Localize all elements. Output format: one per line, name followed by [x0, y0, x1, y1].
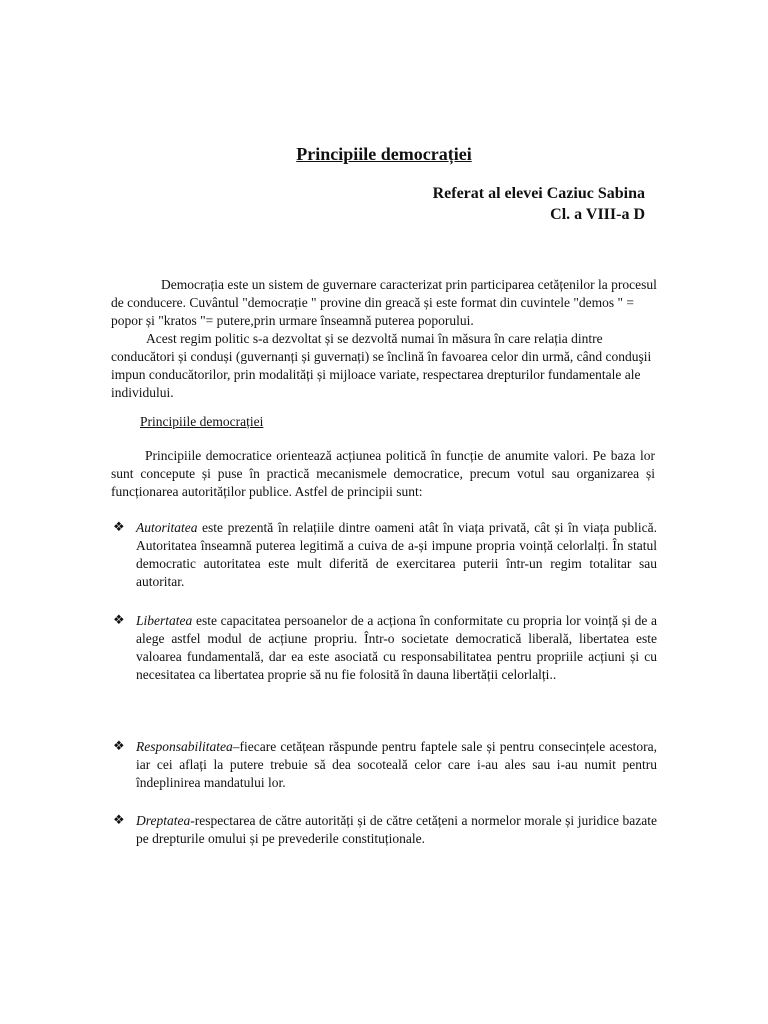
section-paragraph: Principiile democratice orientează acțiunea politică în funcție de anumite valori. Pe baza lor sunt concepute și puse în practică mecanismele democratice, precum votul sau organizarea și funcționarea autorităților publice. Astfel de principii sunt: [111, 448, 655, 499]
document-title: Principiile democrației [296, 144, 472, 164]
principle-item-autoritatea [113, 519, 657, 591]
principle-term: Autoritatea [136, 520, 198, 535]
class-line: Cl. a VIII-a D [550, 206, 645, 223]
principle-term: Libertatea [136, 613, 193, 628]
principle-item-dreptatea [113, 812, 657, 848]
bullet-icon: ❖ [113, 813, 125, 828]
intro-section [111, 276, 658, 402]
principle-item-responsabilitatea [113, 738, 657, 792]
principle-text: -respectarea de către autorități și de către cetățeni a normelor morale și juridice bazate pe drepturile omului și pe prevederile constituționale. [136, 813, 657, 846]
principle-term: Responsabilitatea [136, 739, 233, 754]
intro-paragraph-2: Acest regim politic s-a dezvoltat și se dezvoltă numai în măsura în care relația dintre conducători și conduși (guvernanți și guvernați) se înclină în favoarea celor din urmă, când conduşii impun conducătorilor, prin modalități și mijloace variate, respectarea drepturilor fundamentale ale individului. [111, 331, 652, 400]
principle-term: Dreptatea [136, 813, 191, 828]
principle-paragraph [136, 612, 657, 684]
bullet-icon: ❖ [113, 739, 125, 754]
principle-text: este prezentă în relațiile dintre oameni atât în viața privată, cât și în viața publică. Autoritatea înseamnă puterea legitimă a cuiva de a-și impune propria voință celorlalți. În statul democratic autoritatea este mult diferită de exercitarea puterii într-un regim totalitar sau autoritar. [136, 520, 657, 589]
principle-paragraph [136, 738, 657, 792]
author-block [433, 183, 645, 225]
bullet-icon: ❖ [113, 613, 125, 628]
principle-paragraph [136, 519, 657, 591]
principle-text: este capacitatea persoanelor de a acționa în conformitate cu propria lor voință și de a alege astfel modul de acțiune propriu. Într-o societate democratică liberală, libertatea este valoarea fundamentală, dar ea este asociată cu responsabilitatea pentru propriile acțiuni și cu necesitatea ca libertatea proprie să nu fie folosită în dauna libertății celorlalți.. [136, 613, 657, 682]
section-heading: Principiile democrației [140, 414, 264, 429]
bullet-icon: ❖ [113, 520, 125, 535]
principle-text: –fiecare cetățean răspunde pentru faptele sale și pentru consecințele acestora, iar cei aflați la putere trebuie să dea socoteală celor care i-au ales sau i-au numit pentru îndeplinirea mandatului lor. [136, 739, 657, 790]
principle-paragraph [136, 812, 657, 848]
author-line: Referat al elevei Caziuc Sabina [432, 185, 645, 202]
intro-paragraph-1: Democrația este un sistem de guvernare caracterizat prin participarea cetățenilor la procesul de conducere. Cuvântul "democrație " provine din greacă și este format din cuvintele "demos " = popor și "kratos "= putere,prin urmare înseamnă puterea poporului. [111, 277, 657, 328]
principle-item-libertatea [113, 612, 657, 684]
